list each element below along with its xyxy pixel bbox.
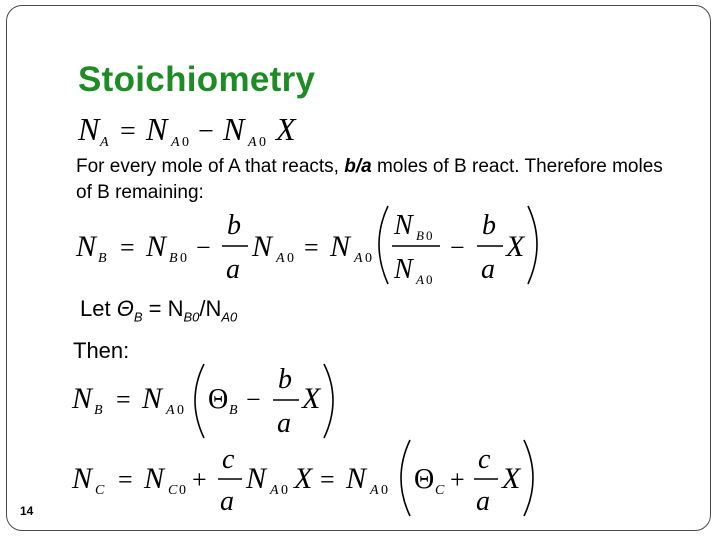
svg-text:0: 0 [179,483,186,498]
equation-nb [76,200,546,290]
svg-text:=: = [120,233,135,262]
svg-text:X: X [506,230,525,263]
svg-text:A: A [276,251,285,266]
svg-text:Θ: Θ [414,464,435,495]
svg-text:−: − [198,116,214,147]
svg-text:C: C [435,483,445,498]
svg-text:N: N [72,462,93,495]
svg-text:X: X [502,462,521,495]
svg-text:A: A [270,483,279,498]
svg-text:a: a [481,254,495,285]
equation-na [78,110,338,150]
theta-symbol: Θ [116,296,134,321]
let-prefix: Let [80,296,117,321]
svg-text:X: X [276,111,296,147]
explanation-paragraph [76,154,676,206]
svg-text:N: N [223,111,245,147]
svg-text:A: A [370,483,379,498]
svg-text:B: B [229,403,238,418]
svg-text:N: N [144,462,165,495]
svg-text:a: a [226,254,240,285]
svg-text:N: N [394,210,413,241]
svg-text:b: b [227,210,241,241]
svg-text:+: + [192,465,207,494]
svg-text:N: N [78,111,100,147]
slide-title: Stoichiometry [78,60,316,99]
svg-text:N: N [146,111,168,147]
svg-text:=: = [118,465,133,494]
svg-text:b: b [278,364,292,395]
svg-text:0: 0 [281,483,288,498]
svg-text:c: c [478,444,491,475]
svg-text:B: B [416,228,424,243]
then-label: Then: [73,338,130,363]
svg-text:a: a [277,408,291,439]
svg-text:−: − [246,385,261,414]
svg-text:0: 0 [381,483,388,498]
svg-text:B: B [98,251,107,266]
theta-subscript: B [133,309,143,325]
svg-text:=: = [120,116,136,147]
svg-text:A: A [171,135,180,150]
svg-text:0: 0 [177,403,184,418]
svg-text:A: A [100,135,109,150]
svg-text:Θ: Θ [208,384,229,415]
svg-text:b: b [482,210,496,241]
svg-text:0: 0 [182,135,189,150]
svg-text:=: = [320,465,335,494]
svg-text:B: B [94,403,103,418]
paragraph-text: moles of B react. Therefore moles of B remaining: [76,156,663,203]
equation-nb-theta [72,362,362,442]
svg-text:=: = [116,385,131,414]
svg-text:N: N [246,462,267,495]
svg-text:−: − [450,233,465,262]
svg-text:+: + [450,465,465,494]
equation-nc [72,438,542,518]
na0-subscript: A0 [221,309,238,325]
svg-text:A: A [166,403,175,418]
let-slash: /N [199,296,222,321]
svg-text:c: c [222,444,235,475]
page-number: 14 [20,504,34,518]
svg-text:N: N [76,230,97,263]
svg-text:N: N [346,462,367,495]
svg-text:N: N [146,230,167,263]
svg-text:C: C [168,483,178,498]
paragraph-text: For every mole of A that reacts, [76,156,345,177]
svg-text:0: 0 [259,135,266,150]
svg-text:A: A [416,272,424,287]
svg-text:N: N [142,382,163,415]
svg-text:=: = [304,233,319,262]
svg-text:0: 0 [365,251,372,266]
svg-text:−: − [196,233,211,262]
svg-text:a: a [220,486,234,517]
svg-text:N: N [252,230,273,263]
svg-text:0: 0 [426,228,433,243]
let-equals: = N [142,296,184,321]
nb0-subscript: B0 [183,309,200,325]
svg-text:A: A [248,135,257,150]
svg-text:N: N [330,230,351,263]
svg-text:N: N [72,382,93,415]
svg-text:X: X [302,382,321,415]
svg-text:0: 0 [426,272,433,287]
svg-text:B: B [169,251,178,266]
svg-text:C: C [95,483,105,498]
svg-text:0: 0 [180,251,187,266]
svg-text:0: 0 [287,251,294,266]
svg-text:N: N [394,254,413,285]
theta-definition [80,296,237,324]
svg-text:a: a [476,486,490,517]
paragraph-emphasis: b/a [344,156,372,177]
svg-text:X: X [294,462,313,495]
svg-text:A: A [354,251,363,266]
